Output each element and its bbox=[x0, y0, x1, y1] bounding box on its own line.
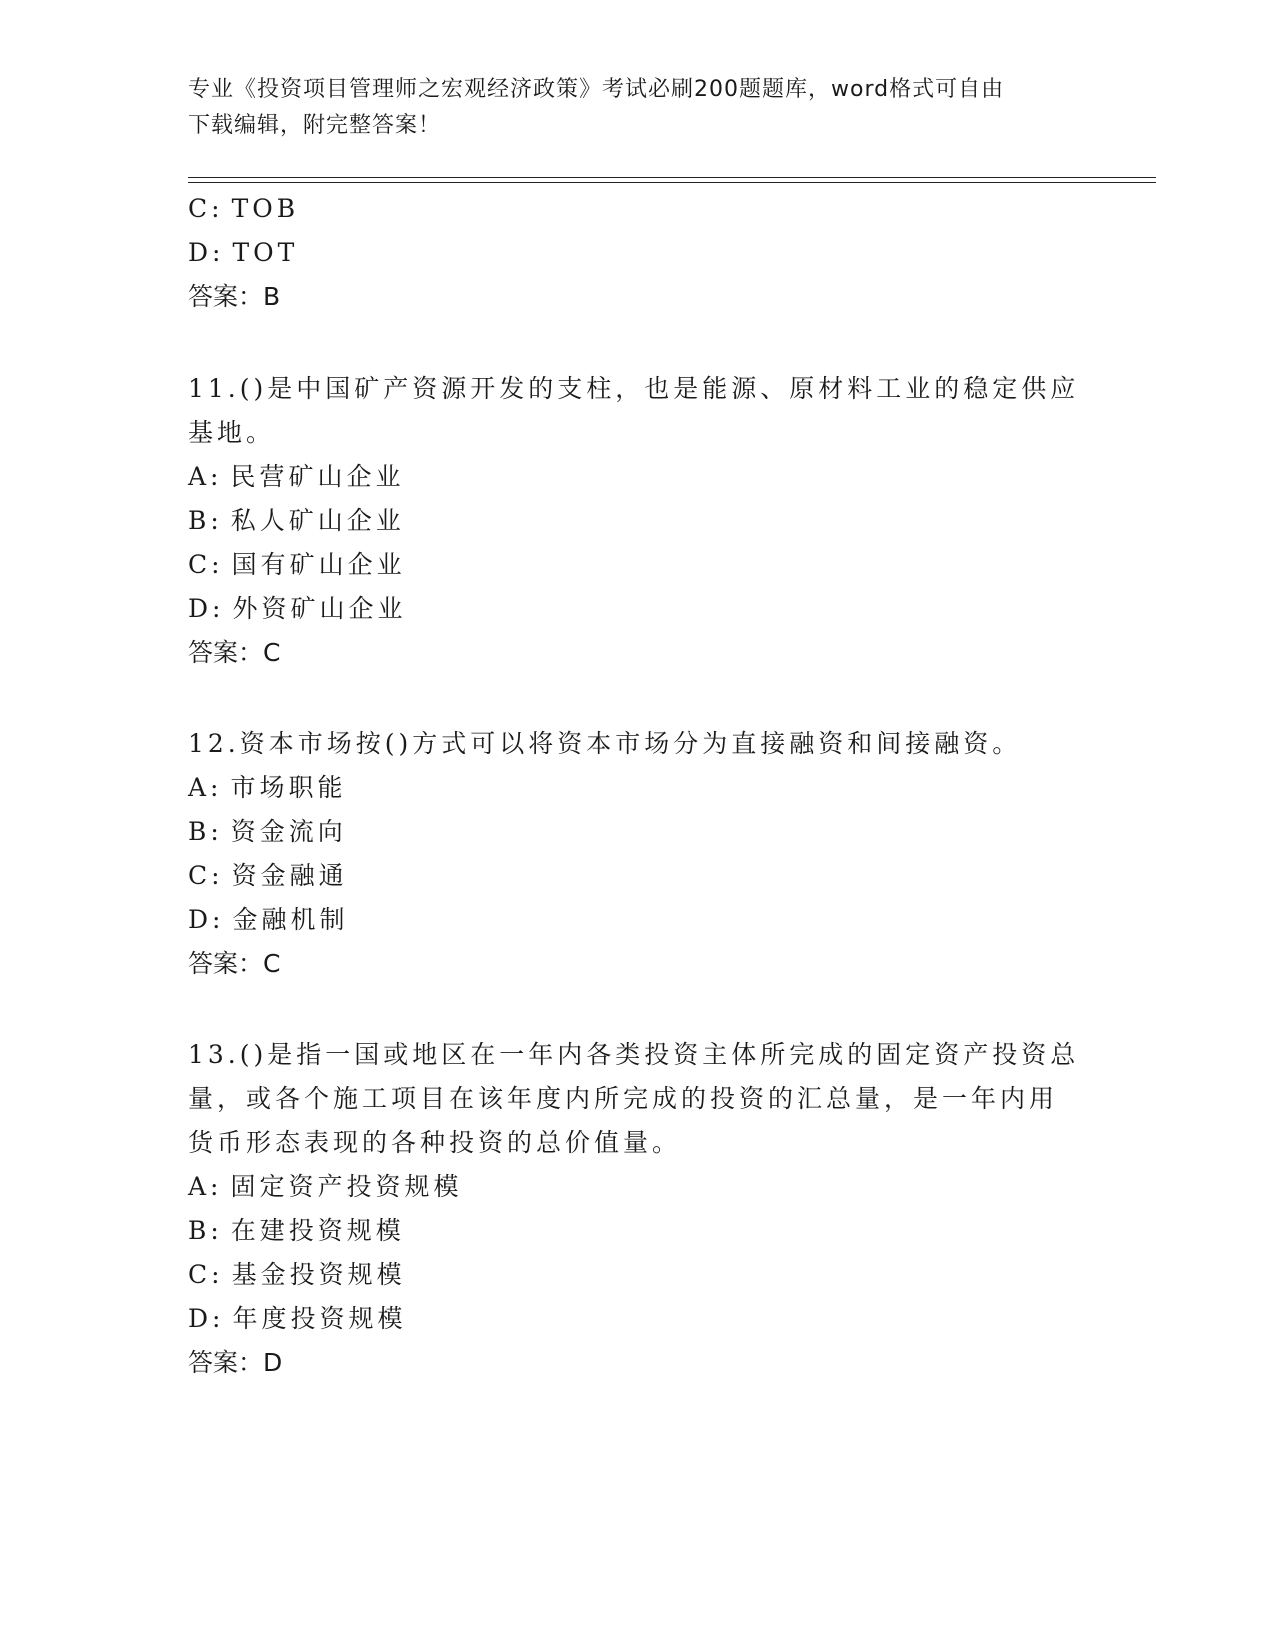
q10-option-d: D: TOT bbox=[188, 238, 299, 267]
q11-option-a: A: 民营矿山企业 bbox=[188, 462, 405, 491]
q11-answer: 答案：C bbox=[188, 638, 281, 667]
q10-answer: 答案：B bbox=[188, 282, 281, 311]
q13-stem-line-1: 13.()是指一国或地区在一年内各类投资主体所完成的固定资产投资总 bbox=[188, 1040, 1080, 1069]
q13-stem-line-2: 量，或各个施工项目在该年度内所完成的投资的汇总量，是一年内用 bbox=[188, 1084, 1059, 1113]
q13-option-b: B: 在建投资规模 bbox=[188, 1216, 405, 1245]
q12-option-b: B: 资金流向 bbox=[188, 817, 347, 846]
q12-stem-line-1: 12.资本市场按()方式可以将资本市场分为直接融资和间接融资。 bbox=[188, 729, 1022, 758]
q12-option-a: A: 市场职能 bbox=[188, 773, 347, 802]
q13-stem-line-3: 货币形态表现的各种投资的总价值量。 bbox=[188, 1128, 682, 1157]
q10-option-c: C: TOB bbox=[188, 194, 300, 223]
q11-option-d: D: 外资矿山企业 bbox=[188, 594, 407, 623]
q11-stem-line-2: 基地。 bbox=[188, 418, 276, 447]
q11-stem-line-1: 11.()是中国矿产资源开发的支柱，也是能源、原材料工业的稳定供应 bbox=[188, 374, 1080, 403]
header-divider-top bbox=[188, 177, 1156, 178]
header-divider-bottom bbox=[188, 182, 1156, 183]
q13-option-d: D: 年度投资规模 bbox=[188, 1304, 407, 1333]
q13-answer: 答案：D bbox=[188, 1348, 283, 1377]
q11-option-c: C: 国有矿山企业 bbox=[188, 550, 406, 579]
header-line-1: 专业《投资项目管理师之宏观经济政策》考试必刷200题题库，word格式可自由 bbox=[188, 77, 1005, 102]
document-header bbox=[188, 72, 1078, 144]
q13-option-c: C: 基金投资规模 bbox=[188, 1260, 406, 1289]
q11-option-b: B: 私人矿山企业 bbox=[188, 506, 405, 535]
q12-option-c: C: 资金融通 bbox=[188, 861, 348, 890]
header-line-2: 下载编辑，附完整答案！ bbox=[188, 113, 442, 138]
q12-option-d: D: 金融机制 bbox=[188, 905, 349, 934]
q12-answer: 答案：C bbox=[188, 949, 281, 978]
q13-option-a: A: 固定资产投资规模 bbox=[188, 1172, 463, 1201]
